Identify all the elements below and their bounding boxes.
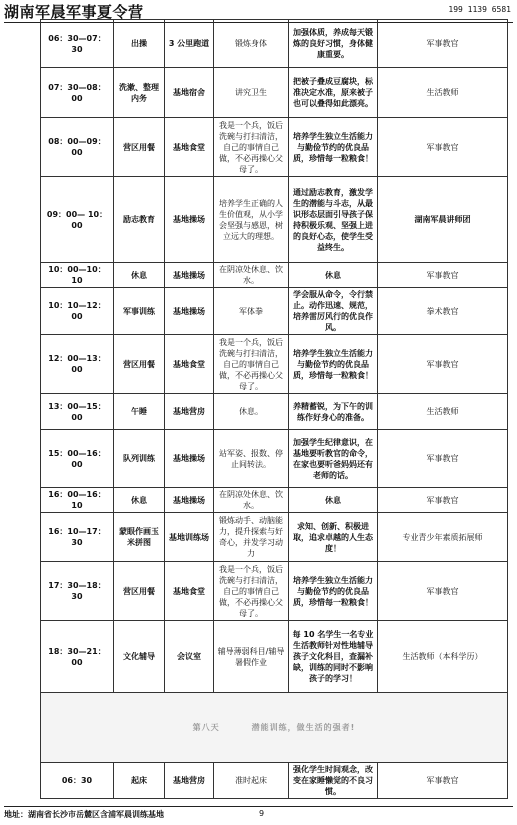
table-row [41, 562, 508, 621]
cell-time: 16：00—16：10 [41, 488, 114, 513]
cell-location: 基地营房 [165, 763, 214, 799]
cell-time: 15：00—16：00 [41, 430, 114, 488]
cell-goal: 培养学生独立生活能力与勤俭节约的优良品质，珍惜每一粒粮食！ [289, 335, 378, 394]
cell-goal: 休息 [289, 488, 378, 513]
cell-location: 基地操场 [165, 488, 214, 513]
cell-location: 基地训练场 [165, 513, 214, 562]
cell-content: 讲究卫生 [214, 68, 289, 118]
table-row [41, 20, 508, 68]
cell-time: 10：00—10：10 [41, 263, 114, 288]
table-row [41, 335, 508, 394]
cell-location: 基地操场 [165, 430, 214, 488]
cell-activity: 休息 [114, 488, 165, 513]
cell-staff: 军事教官 [378, 430, 508, 488]
cell-goal: 加强学生纪律意识，在基地要听教官的命令，在家也要听爸妈妈还有老师的话。 [289, 430, 378, 488]
page-footer [4, 806, 513, 823]
cell-content: 锻炼身体 [214, 20, 289, 68]
banner-day: 第八天 [192, 723, 220, 732]
cell-time: 13：00—15：00 [41, 394, 114, 430]
cell-time: 18：30—21：00 [41, 621, 114, 693]
table-row [41, 621, 508, 693]
cell-content: 我是一个兵，饭后洗碗与打扫清洁， 自己的事情自己做，不必再操心父母了。 [214, 118, 289, 177]
cell-staff: 军事教官 [378, 335, 508, 394]
cell-staff: 军事教官 [378, 562, 508, 621]
cell-time: 08：00—09：00 [41, 118, 114, 177]
cell-time: 06：30—07：30 [41, 20, 114, 68]
table-row [41, 513, 508, 562]
cell-goal: 学会服从命令，令行禁止。动作迅速、规范，培养雷厉风行的优良作风。 [289, 288, 378, 335]
cell-staff: 军事教官 [378, 263, 508, 288]
cell-activity: 营区用餐 [114, 562, 165, 621]
footer-address: 地址：湖南省长沙市岳麓区含浦军晨训练基地 [4, 810, 164, 819]
cell-content: 站军姿、报数、停止间转法。 [214, 430, 289, 488]
cell-time: 07：30—08：00 [41, 68, 114, 118]
cell-goal: 休息 [289, 263, 378, 288]
page-number: 9 [259, 809, 265, 818]
table-row [41, 288, 508, 335]
cell-activity: 出操 [114, 20, 165, 68]
cell-activity: 午睡 [114, 394, 165, 430]
cell-activity: 营区用餐 [114, 118, 165, 177]
cell-content: 在阴凉处休息、饮水。 [214, 263, 289, 288]
header-title: 湖南军晨军事夏令营 [4, 3, 144, 21]
cell-time: 17：30—18：30 [41, 562, 114, 621]
cell-location: 基地操场 [165, 288, 214, 335]
cell-activity: 文化辅导 [114, 621, 165, 693]
cell-staff: 湖南军晨讲师团 [378, 177, 508, 263]
cell-goal: 求知、创新、积极进取，追求卓越的人生态度！ [289, 513, 378, 562]
cell-location: 基地操场 [165, 263, 214, 288]
cell-content: 我是一个兵，饭后洗碗与打扫清洁， 自己的事情自己做，不必再操心父母了。 [214, 562, 289, 621]
cell-content: 锻炼动手、动脑能力，提升探索与好奇心，并发学习动力 [214, 513, 289, 562]
cell-staff: 军事教官 [378, 488, 508, 513]
cell-goal: 通过励志教育，激发学生的潜能与斗志，从最识形态层面引导孩子保持积极乐观、坚强上进的良好心态，使学生受益终生。 [289, 177, 378, 263]
cell-activity: 蒙眼作画玉米拼图 [114, 513, 165, 562]
cell-location: 基地食堂 [165, 118, 214, 177]
cell-staff: 军事教官 [378, 20, 508, 68]
cell-activity: 休息 [114, 263, 165, 288]
table-row [41, 118, 508, 177]
cell-content: 休息。 [214, 394, 289, 430]
cell-activity: 军事训练 [114, 288, 165, 335]
cell-goal: 把被子叠成豆腐块，标准决定水准，原来被子也可以叠得如此漂亮。 [289, 68, 378, 118]
cell-content: 培养学生正确的人生价值观，从小学会坚强与感恩，树立远大的理想。 [214, 177, 289, 263]
cell-time: 16：10—17：30 [41, 513, 114, 562]
table-row [41, 763, 508, 799]
cell-goal: 养精蓄锐，为下午的训练作好身心的准备。 [289, 394, 378, 430]
table-row [41, 263, 508, 288]
cell-goal: 加强体质，养成每天锻炼的良好习惯，身体健康重要。 [289, 20, 378, 68]
cell-content: 我是一个兵，饭后洗碗与打扫清洁， 自己的事情自己做，不必再操心父母了。 [214, 335, 289, 394]
cell-location: 3 公里跑道 [165, 20, 214, 68]
cell-location: 基地营房 [165, 394, 214, 430]
table-row [41, 394, 508, 430]
cell-content: 辅导薄弱科目/辅导暑假作业 [214, 621, 289, 693]
header-phone: 199 1139 6581 [448, 5, 511, 14]
cell-location: 会议室 [165, 621, 214, 693]
cell-location: 基地食堂 [165, 335, 214, 394]
cell-activity: 洗漱、整理内务 [114, 68, 165, 118]
day-banner [41, 693, 508, 763]
table-row [41, 68, 508, 118]
table-row [41, 488, 508, 513]
cell-content: 军体拳 [214, 288, 289, 335]
schedule-body [41, 20, 508, 799]
cell-activity: 起床 [114, 763, 165, 799]
cell-goal: 培养学生独立生活能力与勤俭节约的优良品质，珍惜每一粒粮食！ [289, 118, 378, 177]
cell-staff: 生活教师 [378, 394, 508, 430]
cell-goal: 培养学生独立生活能力与勤俭节约的优良品质，珍惜每一粒粮食！ [289, 562, 378, 621]
cell-time: 09：00— 10：00 [41, 177, 114, 263]
cell-staff: 拳术教官 [378, 288, 508, 335]
cell-location: 基地食堂 [165, 562, 214, 621]
cell-time: 10：10—12：00 [41, 288, 114, 335]
cell-activity: 营区用餐 [114, 335, 165, 394]
cell-location: 基地宿舍 [165, 68, 214, 118]
cell-activity: 队列训练 [114, 430, 165, 488]
cell-staff: 军事教官 [378, 118, 508, 177]
banner-slogan: 潜能训练，做生活的强者! [251, 723, 356, 732]
cell-staff: 专业青少年素质拓展师 [378, 513, 508, 562]
cell-activity: 励志教育 [114, 177, 165, 263]
cell-time: 12：00—13：00 [41, 335, 114, 394]
cell-time: 06：30 [41, 763, 114, 799]
day-banner-row [41, 693, 508, 763]
table-row [41, 177, 508, 263]
cell-goal: 每 10 名学生一名专业生活教师针对性地辅导孩子文化科目，查漏补缺，训练的同时不影响孩子的学习！ [289, 621, 378, 693]
cell-staff: 军事教官 [378, 763, 508, 799]
cell-content: 准时起床 [214, 763, 289, 799]
cell-goal: 强化学生时间观念，改变在家睡懒觉的不良习惯。 [289, 763, 378, 799]
cell-staff: 生活教师（本科学历） [378, 621, 508, 693]
cell-location: 基地操场 [165, 177, 214, 263]
cell-staff: 生活教师 [378, 68, 508, 118]
schedule-table [40, 19, 508, 799]
table-row [41, 430, 508, 488]
cell-content: 在阴凉处休息、饮水。 [214, 488, 289, 513]
